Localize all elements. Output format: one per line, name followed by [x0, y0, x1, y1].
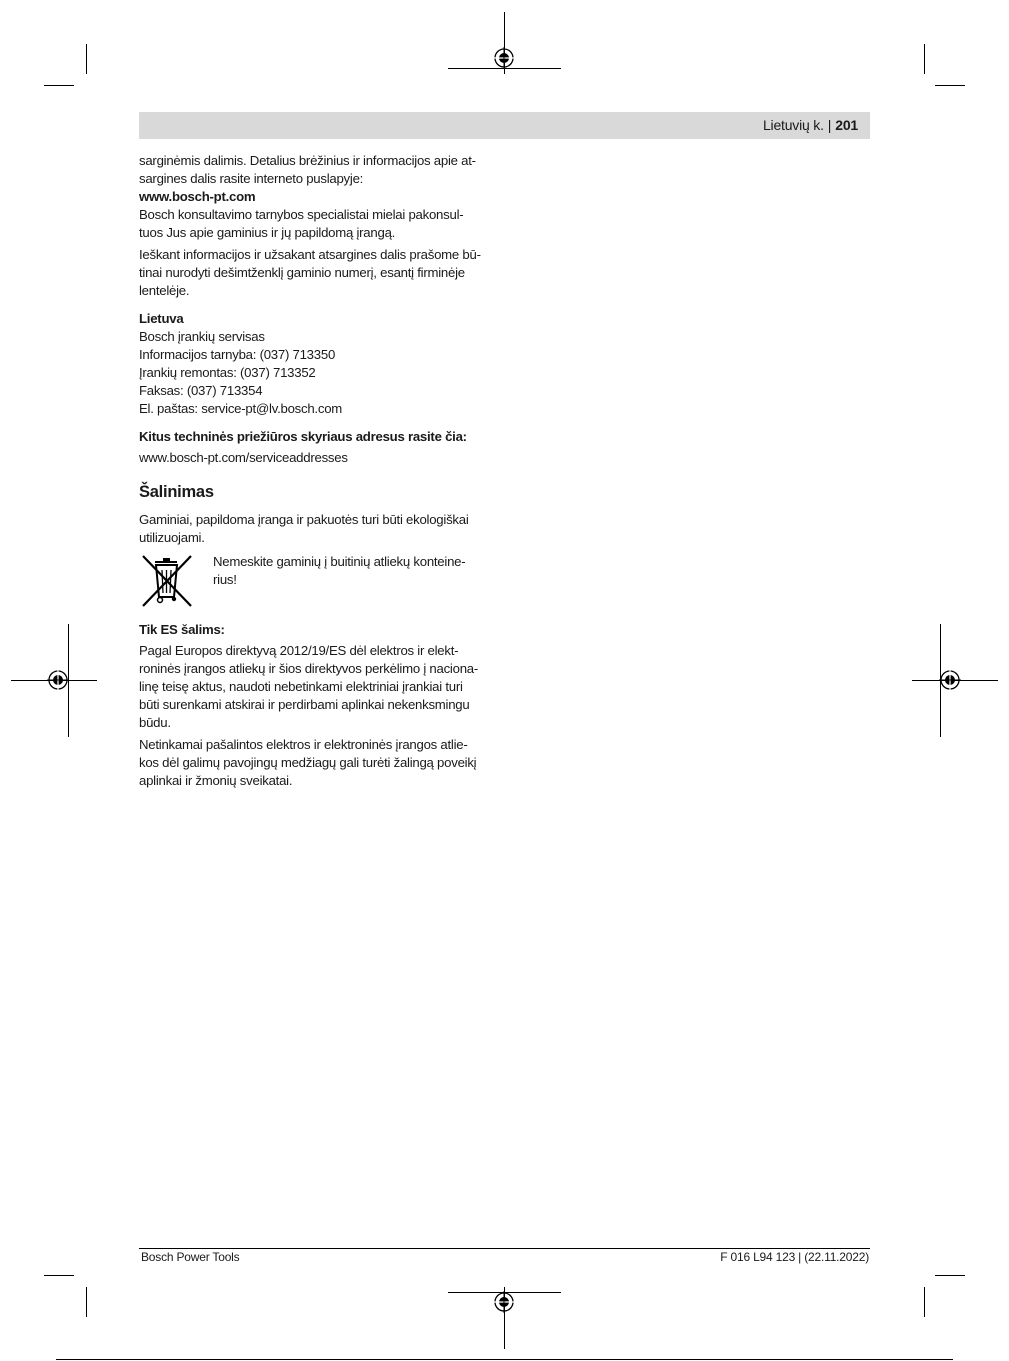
text-line: būdu. [139, 715, 171, 730]
page-header [139, 112, 870, 139]
eu-only-label: Tik ES šalims: [139, 622, 225, 637]
service-addresses-link[interactable]: www.bosch-pt.com/serviceaddresses [139, 450, 348, 465]
text-line: tinai nurodyti dešimtženklį gaminio numerį, esantį firminėje [139, 265, 465, 280]
text-line: Gaminiai, papildoma įranga ir pakuotės turi būti ekologiškai [139, 512, 469, 527]
search-paragraph [139, 246, 495, 300]
footer-document-id: F 016 L94 123 | (22.11.2022) [720, 1250, 869, 1264]
info-service-phone: Informacijos tarnyba: (037) 713350 [139, 347, 336, 362]
text-line: Nemeskite gaminių į buitinių atliekų konteine- [213, 554, 466, 569]
crop-mark [44, 85, 74, 86]
text-line: Netinkamai pašalintos elektros ir elektroninės įrangos atlie- [139, 737, 468, 752]
crop-mark [924, 1287, 925, 1317]
consult-paragraph [139, 206, 495, 242]
country-heading: Lietuva [139, 311, 184, 326]
eu-directive-paragraph [139, 642, 495, 732]
weee-notice [139, 553, 495, 609]
text-line: kos dėl galimų pavojingų medžiagų gali turėti žalingą poveikį [139, 755, 477, 770]
crossed-out-wheelie-bin-icon [139, 553, 195, 609]
text-line: lentelėje. [139, 283, 190, 298]
text-column [139, 152, 495, 790]
registration-mark-icon [493, 47, 515, 69]
other-addresses-label: Kitus techninės priežiūros skyriaus adresus rasite čia: [139, 429, 467, 444]
crop-mark [86, 44, 87, 74]
trim-line [56, 1359, 953, 1360]
running-head [763, 117, 858, 133]
contact-block [139, 328, 495, 418]
header-separator: | [827, 117, 832, 133]
crop-mark [44, 1275, 74, 1276]
text-line: linę teisę aktus, naudoti nebetinkami elektriniai įrankiai turi [139, 679, 463, 694]
page-number: 201 [835, 117, 858, 133]
text-line: aplinkai ir žmonių sveikatai. [139, 773, 293, 788]
text-line: tuos Jus apie gaminius ir jų papildomą įrangą. [139, 225, 396, 240]
text-line: sarginėmis dalimis. Detalius brėžinius ir informacijos apie at- [139, 153, 476, 168]
text-line: sargines dalis rasite interneto puslapyje: [139, 171, 364, 186]
crop-mark [924, 44, 925, 74]
crop-mark [935, 85, 965, 86]
disposal-paragraph [139, 511, 495, 547]
text-line: Bosch konsultavimo tarnybos specialistai mielai pakonsul- [139, 207, 464, 222]
registration-mark-icon [939, 669, 961, 691]
registration-mark-icon [493, 1291, 515, 1313]
intro-paragraph [139, 152, 495, 206]
header-language: Lietuvių k. [762, 117, 824, 133]
footer-brand: Bosch Power Tools [141, 1250, 240, 1264]
email-address[interactable]: El. paštas: service-pt@lv.bosch.com [139, 401, 343, 416]
footer-rule [139, 1248, 870, 1249]
text-line: rius! [213, 572, 237, 587]
website-link[interactable]: www.bosch-pt.com [139, 189, 256, 204]
disposal-heading: Šalinimas [139, 483, 214, 501]
repair-phone: Įrankių remontas: (037) 713352 [139, 365, 316, 380]
crop-mark [935, 1275, 965, 1276]
text-line: Pagal Europos direktyvą 2012/19/ES dėl elektros ir elekt- [139, 643, 459, 658]
weee-warning-text [213, 553, 465, 589]
crop-mark [86, 1287, 87, 1317]
text-line: būti surenkami atskirai ir perdirbami aplinkai nekenksmingu [139, 697, 470, 712]
hazard-paragraph [139, 736, 495, 790]
service-name: Bosch įrankių servisas [139, 329, 265, 344]
registration-mark-icon [47, 669, 69, 691]
fax-number: Faksas: (037) 713354 [139, 383, 263, 398]
text-line: roninės įrangos atliekų ir šios direktyvos perkėlimo į naciona- [139, 661, 479, 676]
text-line: utilizuojami. [139, 530, 205, 545]
text-line: Ieškant informacijos ir užsakant atsargines dalis prašome bū- [139, 247, 481, 262]
